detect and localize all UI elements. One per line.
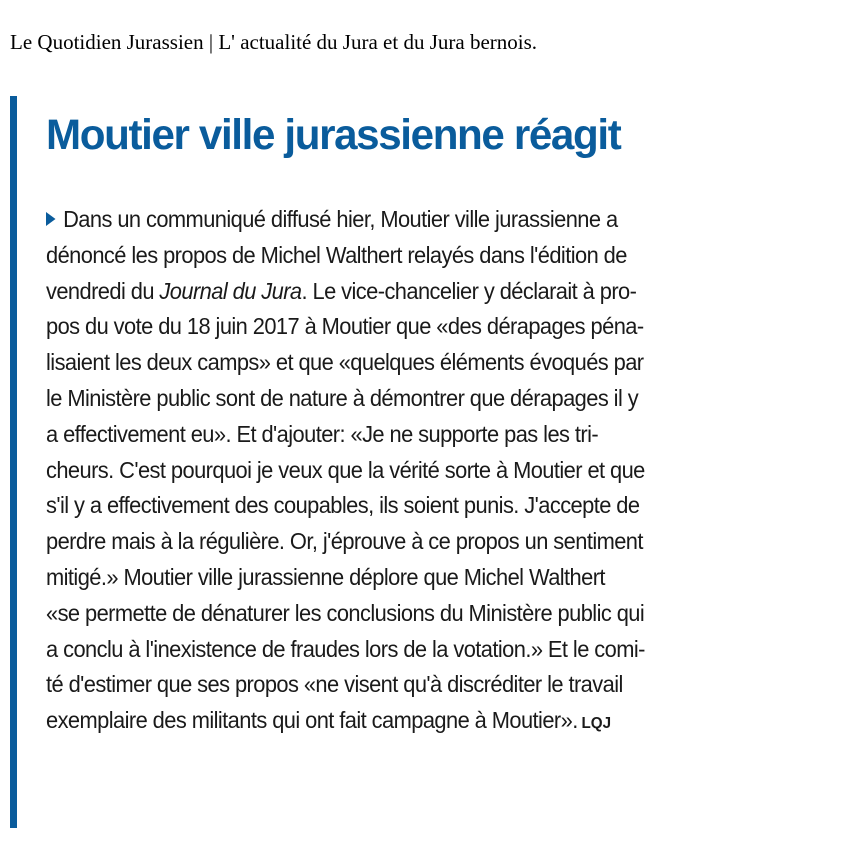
body-line: a effectivement eu». Et d'ajouter: «Je ne supporte pas les tri-	[46, 420, 599, 447]
source-caption: Le Quotidien Jurassien | L' actualité du Jura et du Jura bernois.	[10, 30, 538, 54]
body-line: Dans un communiqué diffusé hier, Moutier ville jurassienne a	[46, 202, 768, 238]
body-line: «se permette de dénaturer les conclusions du Ministère public qui	[46, 599, 645, 626]
newspaper-clipping	[10, 96, 818, 828]
body-line: exemplaire des militants qui ont fait campagne à Moutier». LQJ	[46, 707, 612, 734]
body-line: perdre mais à la régulière. Or, j'éprouve à ce propos un sentiment	[46, 528, 643, 555]
body-line: a conclu à l'inexistence de fraudes lors de la votation.» Et le comi-	[46, 635, 645, 662]
body-line: pos du vote du 18 juin 2017 à Moutier que «des dérapages péna-	[46, 313, 644, 340]
body-line: s'il y a effectivement des coupables, ils soient punis. J'accepte de	[46, 492, 640, 519]
article-body	[46, 202, 806, 739]
accent-rule	[10, 96, 17, 828]
arrow-bullet-icon	[46, 212, 56, 226]
publication-name: Journal du Jura	[159, 277, 302, 304]
body-line: le Ministère public sont de nature à démontrer que dérapages il y	[46, 384, 639, 411]
body-line: cheurs. C'est pourquoi je veux que la vérité sorte à Moutier et que	[46, 456, 645, 483]
article-headline: Moutier ville jurassienne réagit	[46, 111, 621, 159]
body-line: lisaient les deux camps» et que «quelques éléments évoqués par	[46, 349, 644, 376]
body-line: mitigé.» Moutier ville jurassienne déplore que Michel Walthert	[46, 563, 605, 590]
body-line: té d'estimer que ses propos «ne visent qu'à discréditer le travail	[46, 671, 623, 698]
body-line: vendredi du Journal du Jura. Le vice-chancelier y déclarait à pro-	[46, 277, 637, 304]
body-line: dénoncé les propos de Michel Walthert relayés dans l'édition de	[46, 241, 627, 268]
author-signature: LQJ	[581, 715, 612, 733]
